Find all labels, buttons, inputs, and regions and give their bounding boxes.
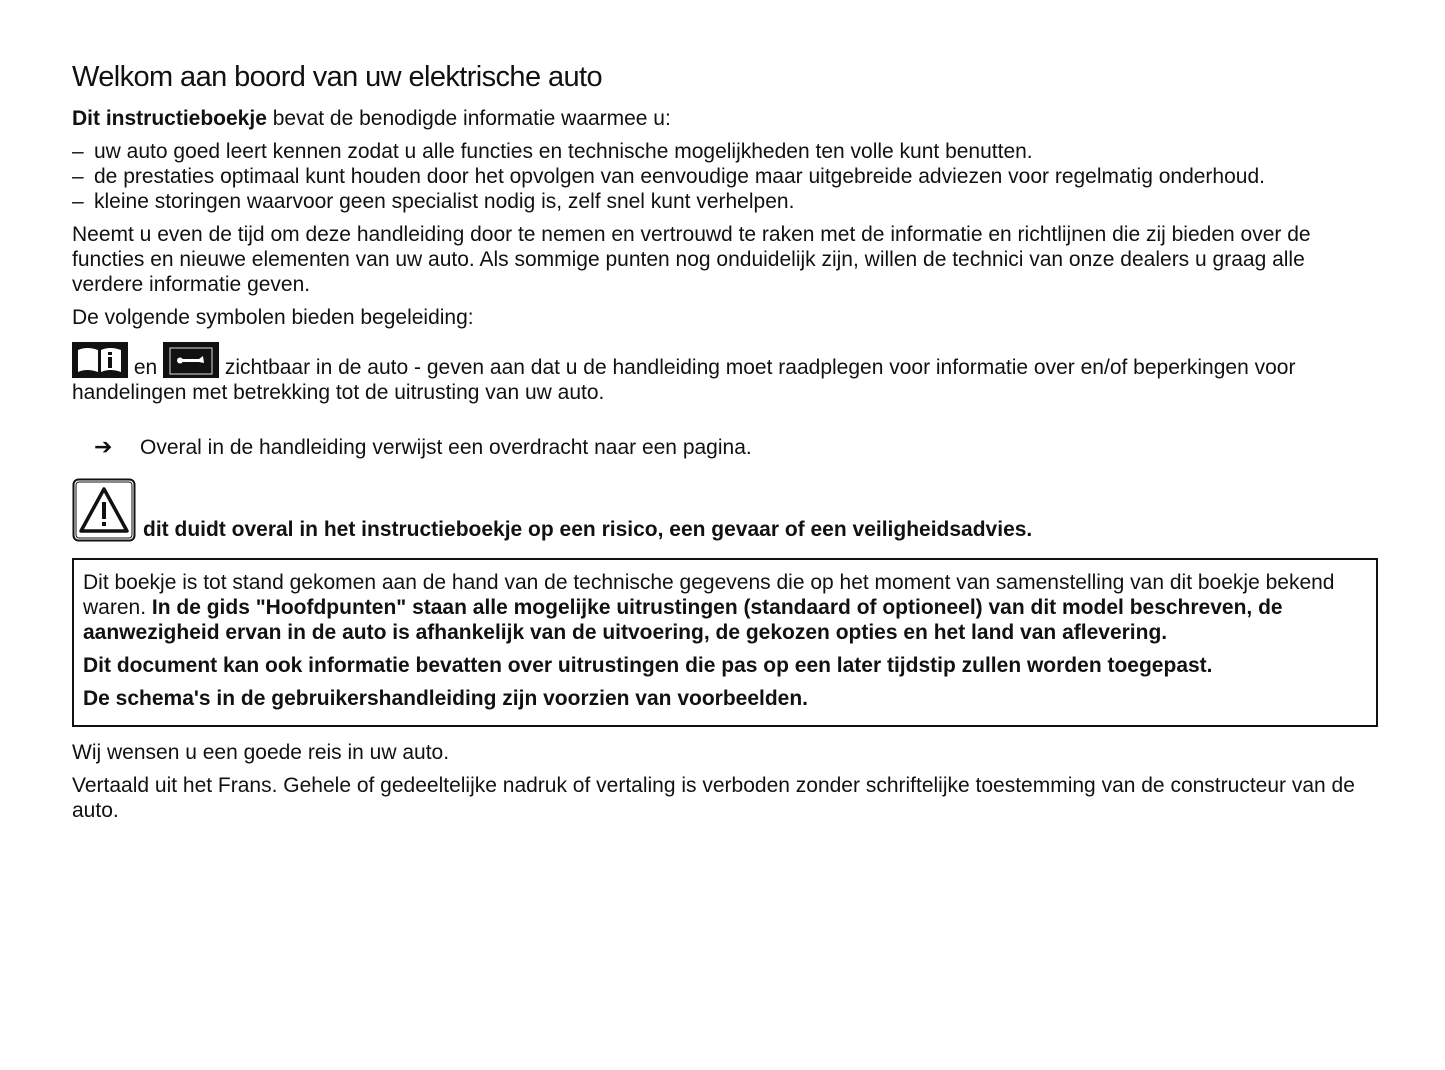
- intro-rest: bevat de benodigde informatie waarmee u:: [266, 107, 671, 130]
- icon-explanation-text: zichtbaar in de auto - geven aan dat u de handleiding moet raadplegen voor informatie over en/of beperkingen voor handelingen met betrekking tot de uitrusting van uw auto.: [72, 356, 1296, 404]
- list-item: – uw auto goed leert kennen zodat u alle functies en technische mogelijkheden ten volle kunt benutten.: [72, 140, 1033, 163]
- bullet-list: [72, 139, 1374, 214]
- list-item: – kleine storingen waarvoor geen specialist nodig is, zelf snel kunt verhelpen.: [72, 190, 795, 213]
- list-item: – de prestaties optimaal kunt houden door het opvolgen van eenvoudige maar uitgebreide adviezen voor regelmatig onderhoud.: [72, 165, 1265, 188]
- notice-box: [72, 558, 1378, 727]
- closing-text: Wij wensen u een goede reis in uw auto.: [72, 741, 450, 764]
- warning-text: dit duidt overal in het instructieboekje op een risico, een gevaar of een veiligheidsadvies.: [143, 518, 1033, 541]
- page-title: Welkom aan boord van uw elektrische auto: [72, 61, 602, 93]
- page-reference-line: [72, 434, 1374, 460]
- notice-paragraph-3: De schema's in de gebruikershandleiding zijn voorzien van voorbeelden.: [83, 687, 809, 710]
- copyright-text: Vertaald uit het Frans. Gehele of gedeeltelijke nadruk of vertaling is verboden zonder schriftelijke toestemming van de constructeur van de auto.: [72, 774, 1355, 822]
- notice-paragraph-2: Dit document kan ook informatie bevatten over uitrustingen die pas op een later tijdstip zullen worden toegepast.: [83, 654, 1213, 677]
- document-page: [72, 58, 1374, 823]
- intro-paragraph: [72, 106, 1374, 131]
- notice-paragraph-1: Dit boekje is tot stand gekomen aan de hand van de technische gegevens die op het moment van samenstelling van dit boekje bekend waren. In de gids "Hoofdpunten" staan alle mogelijke uitrustingen (standaard of optioneel) van dit model beschreven, de aanwezigheid ervan in de auto is afhankelijk van de uitvoering, de gekozen opties en het land van aflevering.: [83, 571, 1335, 644]
- arrow-icon: ➔: [94, 434, 113, 459]
- page-reference-text: Overal in de handleiding verwijst een overdracht naar een pagina.: [140, 435, 752, 459]
- warning-line: [72, 478, 1374, 542]
- intro-bold: Dit instructieboekje: [72, 107, 267, 130]
- manual-book-info-icon: [72, 342, 128, 378]
- symbols-paragraph: De volgende symbolen bieden begeleiding:: [72, 306, 474, 329]
- warning-triangle-icon: [72, 478, 136, 542]
- time-paragraph: Neemt u even de tijd om deze handleiding door te nemen en vertrouwd te raken met de informatie en richtlijnen die zij bieden over de functies en nieuwe elementen van uw auto. Als sommige punten nog onduidelijk zijn, willen de technici van onze dealers u graag alle verdere informatie geven.: [72, 223, 1311, 296]
- icon-explanation: [72, 342, 1374, 405]
- icon-connector: en: [133, 356, 158, 379]
- wrench-icon: [163, 342, 219, 378]
